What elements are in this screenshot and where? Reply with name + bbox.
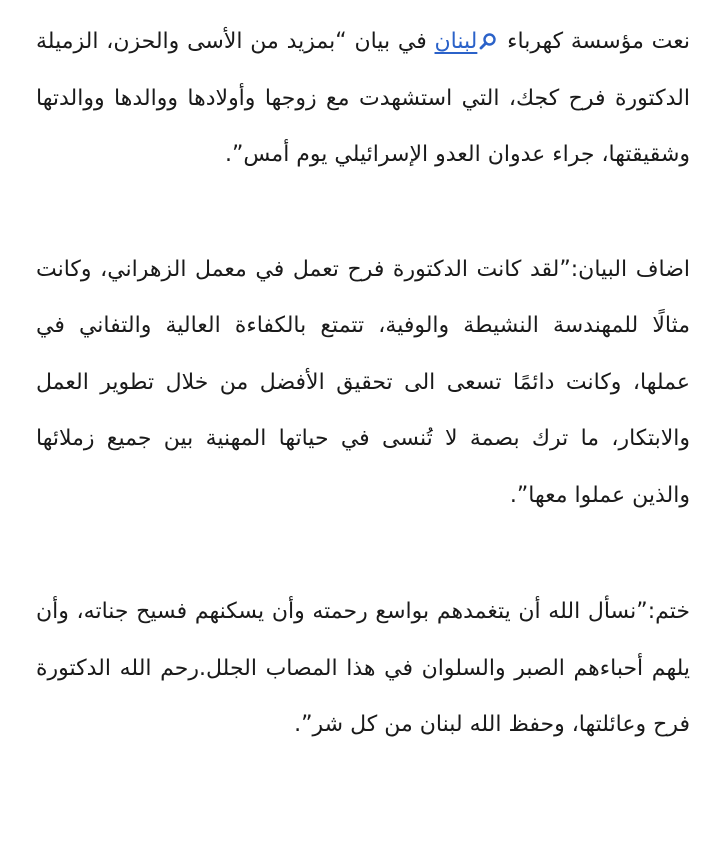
paragraph-1-intro: نعت مؤسسة كهرباء <box>499 29 690 54</box>
lebanon-link-text[interactable]: لبنان <box>434 29 478 54</box>
search-icon[interactable] <box>479 32 497 50</box>
paragraph-3: ختم:”نسأل الله أن يتغمدهم بواسع رحمته وأن يسكنهم فسيح جناته، وأن يلهم أحباءهم الصبر والسلوان في هذا المصاب الجلل.رحم الله الدكتورة فرح وعائلتها، وحفظ الله لبنان من كل شر”. <box>36 599 690 737</box>
paragraph-1 <box>36 14 690 184</box>
paragraph-1-rest: في بيان “بمزيد من الأسى والحزن، الزميلة الدكتورة فرح كجك، التي استشهدت مع زوجها وأولادها ووالدها ووالدتها وشقيقتها، جراء عدوان العدو الإسرائيلي يوم أمس”. <box>36 29 690 167</box>
lebanon-search-link[interactable] <box>435 29 500 54</box>
article-body <box>36 14 690 754</box>
paragraph-2: اضاف البيان:”لقد كانت الدكتورة فرح تعمل في معمل الزهراني، وكانت مثالًا للمهندسة النشيطة والوفية، تتمتع بالكفاءة العالية والتفاني في عملها، وكانت دائمًا تسعى الى تحقيق الأفضل من خلال تطوير العمل والابتكار، ما ترك بصمة لا تُنسى في حياتها المهنية بين جميع زملائها والذين عملوا معها”. <box>36 256 690 508</box>
